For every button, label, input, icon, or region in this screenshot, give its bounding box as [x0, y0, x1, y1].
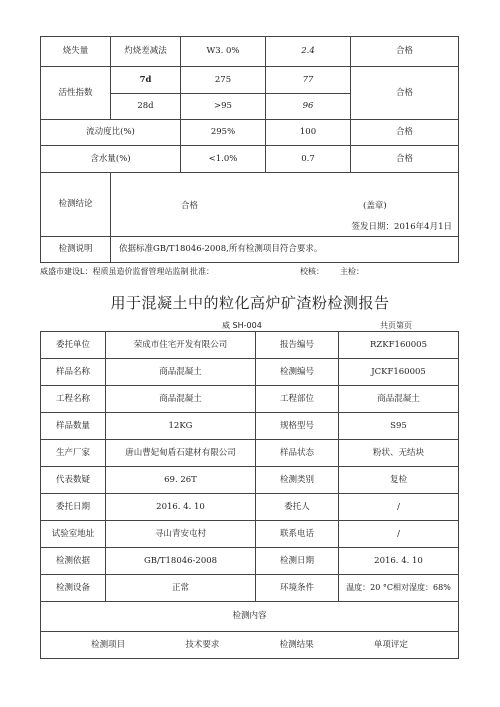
info-row	[41, 494, 459, 521]
info-value: 粉状、无结块	[339, 440, 459, 467]
info-label: 报告编号	[256, 332, 339, 359]
inspect-label: 主检：	[340, 267, 364, 276]
col-test-item: 检测项目	[91, 639, 126, 650]
info-label: 代表数疑	[41, 467, 106, 494]
info-row	[41, 386, 459, 413]
info-label: 生产厂家	[41, 440, 106, 467]
info-row	[41, 548, 459, 575]
info-label: 样品名称	[41, 359, 106, 386]
loi-method: 灼烧差减法	[111, 37, 181, 67]
row-notes	[41, 237, 459, 263]
notes-text: 依据标准GB/T18046-2008,所有检测项目符合要求。	[111, 237, 459, 263]
water-label: 含水量(%)	[41, 146, 181, 173]
info-row	[41, 467, 459, 494]
info-row	[41, 575, 459, 602]
approve-label: 批准：	[190, 267, 214, 276]
flow-requirement: 295%	[181, 120, 266, 146]
info-row	[41, 359, 459, 386]
row-loss-on-ignition	[41, 37, 459, 67]
row-activity-7d	[41, 67, 459, 94]
conclusion-label: 检测结论	[41, 173, 111, 237]
info-label: 规格型号	[256, 413, 339, 440]
results-table-continued	[40, 36, 459, 263]
activity-result-28d: 96	[266, 94, 351, 120]
notes-label: 检测说明	[41, 237, 111, 263]
info-label: 委托单位	[41, 332, 106, 359]
water-verdict: 合格	[351, 146, 459, 173]
info-row	[41, 440, 459, 467]
info-value: 商品混凝土	[106, 359, 256, 386]
info-value: 唐山曹妃甸盾石建材有限公司	[106, 440, 256, 467]
info-label: 检测依据	[41, 548, 106, 575]
flow-label: 流动度比(%)	[41, 120, 181, 146]
flow-verdict: 合格	[351, 120, 459, 146]
info-label: 样品状态	[256, 440, 339, 467]
info-value: /	[339, 494, 459, 521]
info-value: 寻山青安屯村	[106, 521, 256, 548]
info-value: /	[339, 521, 459, 548]
info-value: 商品混凝土	[106, 386, 256, 413]
info-label: 工程部位	[256, 386, 339, 413]
info-value: 2016. 4. 10	[106, 494, 256, 521]
page-indicator: 共页第页	[380, 321, 412, 330]
conclusion-text: 合格	[181, 201, 199, 211]
info-label: 委托人	[256, 494, 339, 521]
info-value: 正常	[106, 575, 256, 602]
row-water-content	[41, 146, 459, 173]
info-value: JCKF160005	[339, 359, 459, 386]
loi-result: 2.4	[266, 37, 351, 67]
activity-req-28d: >95	[181, 94, 266, 120]
info-row	[41, 332, 459, 359]
content-header-row	[41, 602, 459, 632]
loi-requirement: W3. 0%	[181, 37, 266, 67]
info-label: 环境条件	[256, 575, 339, 602]
info-value: 温度：20 °C相对湿度：68%	[339, 575, 459, 602]
info-label: 委托日期	[41, 494, 106, 521]
seal-text: (盖章)	[363, 201, 387, 211]
col-tech-requirement: 技术要求	[185, 639, 220, 650]
info-label: 检测类别	[256, 467, 339, 494]
info-value: 商品混凝土	[339, 386, 459, 413]
info-label: 检测日期	[256, 548, 339, 575]
info-value: RZKF160005	[339, 332, 459, 359]
issue-date: 签发日期：2016年4月1日	[351, 222, 452, 232]
activity-req-7d: 275	[181, 67, 266, 94]
content-columns-cell	[41, 632, 459, 659]
activity-result-7d: 77	[266, 67, 351, 94]
info-label: 检测设备	[41, 575, 106, 602]
info-label: 工程名称	[41, 386, 106, 413]
col-verdict: 单项评定	[373, 639, 408, 650]
info-label: 联系电话	[256, 521, 339, 548]
info-label: 样品数量	[41, 413, 106, 440]
form-number: 威 SH-004	[222, 321, 262, 330]
activity-verdict: 合格	[351, 67, 459, 120]
conclusion-cell	[111, 173, 459, 237]
info-value: 荣成市住宅开发有限公司	[106, 332, 256, 359]
info-label: 试验室地址	[41, 521, 106, 548]
loi-label: 烧失量	[41, 37, 111, 67]
sample-info-table	[40, 331, 459, 659]
report-title: 用于混凝土中的粒化高炉矿渣粉检测报告	[110, 294, 390, 312]
content-header: 检测内容	[41, 602, 459, 632]
activity-age-7d: 7d	[111, 67, 181, 94]
info-row	[41, 521, 459, 548]
info-row	[41, 413, 459, 440]
supervisor-note: 威盛市建设L：程质虽造价监督管理站监制	[40, 267, 189, 276]
check-label: 校核：	[300, 267, 324, 276]
info-value: 复检	[339, 467, 459, 494]
activity-age-28d: 28d	[111, 94, 181, 120]
col-test-result: 检测结果	[279, 639, 314, 650]
info-value: S95	[339, 413, 459, 440]
info-label: 检测编号	[256, 359, 339, 386]
info-value: 69. 26T	[106, 467, 256, 494]
loi-verdict: 合格	[351, 37, 459, 67]
row-conclusion	[41, 173, 459, 237]
activity-label: 活性指数	[41, 67, 111, 120]
info-value: GB/T18046-2008	[106, 548, 256, 575]
row-flow-ratio	[41, 120, 459, 146]
info-value: 2016. 4. 10	[339, 548, 459, 575]
info-value: 12KG	[106, 413, 256, 440]
flow-result: 100	[266, 120, 351, 146]
content-columns-row	[41, 632, 459, 659]
water-result: 0.7	[266, 146, 351, 173]
water-requirement: <1.0%	[181, 146, 266, 173]
